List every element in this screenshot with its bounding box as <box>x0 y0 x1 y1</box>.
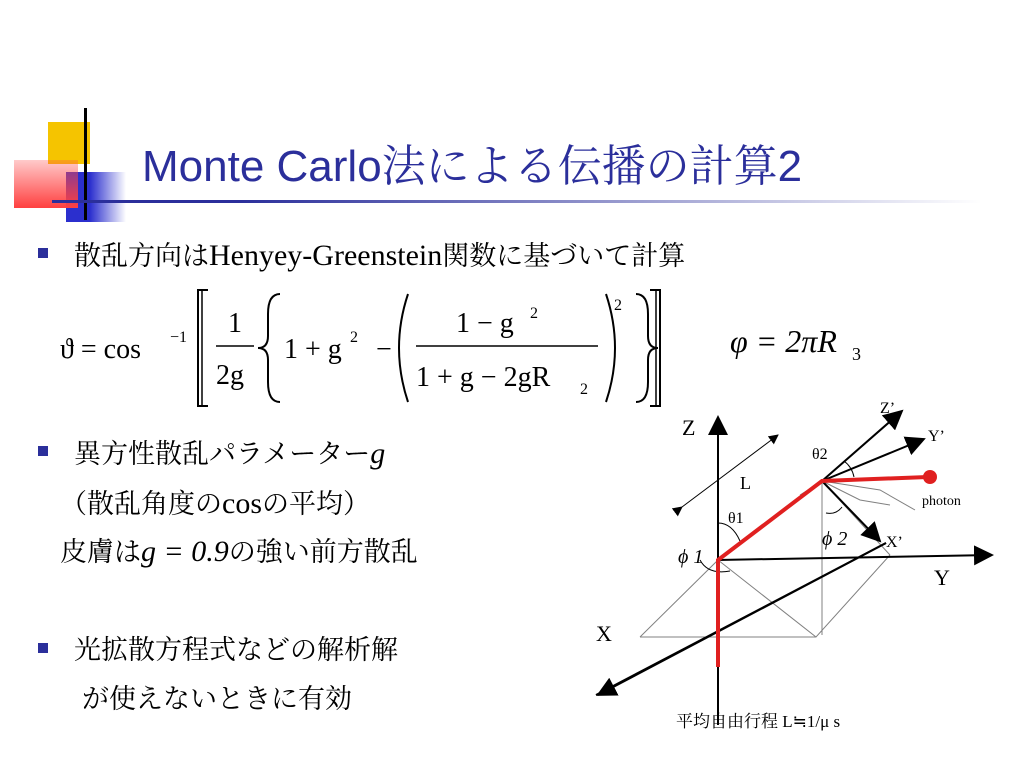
formula-theta-inner-num: 1 − g <box>456 308 514 339</box>
bullet-2-line1 <box>74 432 385 471</box>
axis-x-label: X <box>596 621 612 646</box>
scattering-diagram <box>590 395 1010 740</box>
bullet-1-post: 関数に基づいて計算 <box>442 241 686 272</box>
label-photon: photon <box>922 494 961 509</box>
bullet-1-pre: 散乱方向は <box>74 241 209 272</box>
formula-theta-sub: 2 <box>580 381 588 398</box>
bullet-2-line2-post: の平均） <box>262 489 370 520</box>
axis-y2-line <box>822 439 924 481</box>
axis-y-label: Y <box>934 565 950 590</box>
deco-vertical-line <box>84 108 87 220</box>
bullet-2-line3-eq: g = 0.9 <box>141 535 229 568</box>
bullet-marker <box>38 446 48 456</box>
page-title: Monte Carlo法による伝播の計算2 <box>142 142 803 191</box>
label-theta1: θ1 <box>728 510 744 527</box>
label-phi2: ϕ 2 <box>822 528 848 550</box>
formula-phi-sub: 3 <box>852 344 861 364</box>
bullet-2-line1-var: g <box>370 437 386 470</box>
label-theta2: θ2 <box>812 446 828 463</box>
label-L: L <box>740 473 751 493</box>
formula-phi-text: φ = 2πR <box>730 323 837 359</box>
axis-y2-label: Y’ <box>928 428 945 445</box>
formula-theta-inner-sq: 2 <box>530 305 538 322</box>
axis-z2-label: Z’ <box>880 400 896 417</box>
formula-phi <box>726 316 896 366</box>
bullet-3-line1: 光拡散方程式などの解析解 <box>74 635 398 666</box>
title-underline <box>52 200 982 203</box>
diagram-caption: 平均自由行程 L≒1/μ s <box>676 712 841 731</box>
axis-x2-label: X’ <box>886 534 903 551</box>
formula-theta <box>58 284 678 414</box>
bullet-2-line3 <box>60 530 418 569</box>
bullet-2-line2 <box>60 482 370 521</box>
formula-theta-frac-num: 1 <box>228 308 242 339</box>
formula-theta-sup: −1 <box>170 329 188 346</box>
bullet-2-line3-post: の強い前方散乱 <box>228 537 418 568</box>
formula-theta-outer-sq: 2 <box>614 297 622 314</box>
formula-theta-lhs: ϑ = cos <box>60 334 141 365</box>
photon-path <box>718 477 928 667</box>
bullet-1-name: Henyey-Greenstein <box>209 239 443 272</box>
formula-theta-minus: − <box>376 334 392 365</box>
formula-theta-term1: 1 + g <box>284 334 342 365</box>
label-phi1: ϕ 1 <box>678 546 704 568</box>
axis-z2-line <box>822 411 902 481</box>
axis-z-label: Z <box>682 415 696 440</box>
bullet-2-line2-pre: （散乱角度の <box>60 489 222 520</box>
bullet-1-text <box>74 234 685 273</box>
bullet-3-line2: が使えないときに有効 <box>82 684 352 715</box>
bullet-2-line3-pre: 皮膚は <box>60 537 141 568</box>
bullet-2-line1-pre: 異方性散乱パラメーター <box>74 439 371 470</box>
formula-theta-frac-den: 2g <box>216 360 244 391</box>
photon-dot <box>923 470 937 484</box>
bullet-marker <box>38 248 48 258</box>
formula-theta-inner-den: 1 + g − 2gR <box>416 362 551 393</box>
bullet-marker <box>38 643 48 653</box>
formula-theta-sq: 2 <box>350 329 358 346</box>
bullet-2-line2-cos: cos <box>222 487 262 520</box>
